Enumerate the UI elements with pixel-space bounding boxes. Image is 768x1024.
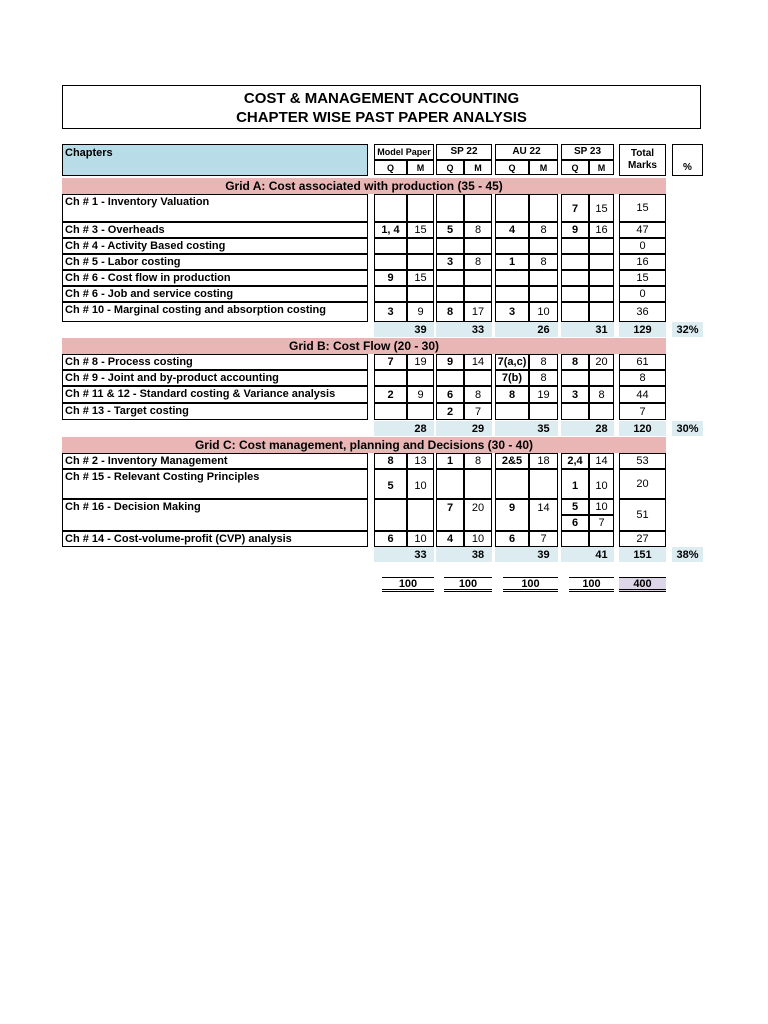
grid-percent-2: 38% — [672, 547, 703, 562]
q-cell-0-0-3: 7 — [561, 194, 589, 222]
paper-total-2-1: 38 — [464, 547, 492, 562]
paper-total-1-1: 29 — [464, 421, 492, 436]
q-header-0: Q — [374, 160, 407, 175]
total-marks-header — [619, 144, 666, 176]
m-cell-0-6-2: 10 — [529, 302, 558, 322]
m-header-3: M — [589, 160, 614, 175]
q-header-3: Q — [561, 160, 589, 175]
m-cell-0-3-0 — [407, 254, 434, 270]
m-cell-1-0-0: 19 — [407, 354, 434, 370]
q-cell-2-3-2: 6 — [495, 531, 529, 547]
m-cell-1-2-0: 9 — [407, 386, 434, 403]
chapter-row-0-2: Ch # 4 - Activity Based costing — [62, 238, 368, 254]
q-cell-2-1-2 — [495, 469, 529, 499]
q-cell-1-3-3 — [561, 403, 589, 420]
m-cell-0-2-2 — [529, 238, 558, 254]
q-cell-0-0-0 — [374, 194, 407, 222]
chapter-row-0-4: Ch # 6 - Cost flow in production — [62, 270, 368, 286]
q-cell-1-3-1: 2 — [436, 403, 464, 420]
row-total-0-2: 0 — [619, 238, 666, 254]
grid-total-0: 129 — [619, 322, 666, 337]
m-cell-1-1-2: 8 — [529, 370, 558, 386]
m-cell-0-1-2: 8 — [529, 222, 558, 238]
q-cell-2-1-1 — [436, 469, 464, 499]
q-cell-2-0-3: 2,4 — [561, 453, 589, 469]
chapter-row-1-3: Ch # 13 - Target costing — [62, 403, 368, 420]
q-cell-1-0-2: 7(a,c) — [495, 354, 529, 370]
q-cell-0-2-3 — [561, 238, 589, 254]
m-cell-0-5-2 — [529, 286, 558, 302]
paper-total-0-0: 39 — [407, 322, 434, 337]
q-cell-0-4-3 — [561, 270, 589, 286]
m-cell-1-2-3: 8 — [589, 386, 614, 403]
paper-total-1-0: 28 — [407, 421, 434, 436]
paper-header-0: Model Paper — [374, 144, 434, 160]
m-cell-0-4-3 — [589, 270, 614, 286]
totals-q-spacer-0-1 — [436, 322, 464, 337]
q-cell-0-1-0: 1, 4 — [374, 222, 407, 238]
q-cell-0-5-3 — [561, 286, 589, 302]
m-cell-2-3-2: 7 — [529, 531, 558, 547]
row-total-0-3: 16 — [619, 254, 666, 270]
m-cell-2-0-0: 13 — [407, 453, 434, 469]
paper-total-2-2: 39 — [529, 547, 558, 562]
m-cell-2-0-2: 18 — [529, 453, 558, 469]
grand-total: 400 — [619, 577, 666, 592]
row-total-2-3: 27 — [619, 531, 666, 547]
chapter-row-0-0: Ch # 1 - Inventory Valuation — [62, 194, 368, 222]
q-cell-0-4-0: 9 — [374, 270, 407, 286]
q-cell-1-2-1: 6 — [436, 386, 464, 403]
m-cell-0-3-2: 8 — [529, 254, 558, 270]
grid-percent-0: 32% — [672, 322, 703, 337]
m-cell-1-3-0 — [407, 403, 434, 420]
paper-total-1-3: 28 — [589, 421, 614, 436]
q-cell-0-3-1: 3 — [436, 254, 464, 270]
q-cell-2-1-3: 1 — [561, 469, 589, 499]
grid-title-1: Grid B: Cost Flow (20 - 30) — [62, 338, 666, 354]
q-header-2: Q — [495, 160, 529, 175]
paper-total-2-0: 33 — [407, 547, 434, 562]
m-cell-0-5-1 — [464, 286, 492, 302]
q-cell-2-3-1: 4 — [436, 531, 464, 547]
m-cell-2-0-3: 14 — [589, 453, 614, 469]
q-cell-2-1-0: 5 — [374, 469, 407, 499]
q-cell-2-2-0 — [374, 499, 407, 531]
chapter-row-0-5: Ch # 6 - Job and service costing — [62, 286, 368, 302]
paper-header-2: AU 22 — [495, 144, 558, 160]
row-total-1-1: 8 — [619, 370, 666, 386]
chapter-row-2-3: Ch # 14 - Cost-volume-profit (CVP) analysis — [62, 531, 368, 547]
q-cell-0-0-2 — [495, 194, 529, 222]
row-total-0-0: 15 — [619, 194, 666, 222]
title-box — [62, 85, 701, 129]
m-cell-1-3-3 — [589, 403, 614, 420]
row-total-1-0: 61 — [619, 354, 666, 370]
q-cell-1-2-2: 8 — [495, 386, 529, 403]
m-cell-2-1-0: 10 — [407, 469, 434, 499]
row-total-2-0: 53 — [619, 453, 666, 469]
m-cell-1-3-2 — [529, 403, 558, 420]
m-cell-0-2-0 — [407, 238, 434, 254]
chapters-header: Chapters — [62, 144, 368, 176]
q-cell-0-3-3 — [561, 254, 589, 270]
chapter-row-2-1: Ch # 15 - Relevant Costing Principles — [62, 469, 368, 499]
grid-title-0: Grid A: Cost associated with production (35 - 45) — [62, 178, 666, 194]
m-cell-2-1-3: 10 — [589, 469, 614, 499]
m-cell-0-2-1 — [464, 238, 492, 254]
q-cell-0-1-1: 5 — [436, 222, 464, 238]
q-cell-2-2-2: 9 — [495, 499, 529, 531]
paper-total-0-2: 26 — [529, 322, 558, 337]
q-header-1: Q — [436, 160, 464, 175]
totals-q-spacer-1-0 — [374, 421, 407, 436]
m-cell-2-3-3 — [589, 531, 614, 547]
grid-title-2: Grid C: Cost management, planning and Decisions (30 - 40) — [62, 437, 666, 453]
chapter-row-1-2: Ch # 11 & 12 - Standard costing & Variance analysis — [62, 386, 368, 403]
grand-paper-total-3: 100 — [569, 577, 614, 592]
m-cell-extra-2-2: 7 — [589, 515, 614, 531]
m-cell-1-3-1: 7 — [464, 403, 492, 420]
m-cell-0-5-3 — [589, 286, 614, 302]
m-cell-1-1-1 — [464, 370, 492, 386]
chapter-row-2-2: Ch # 16 - Decision Making — [62, 499, 368, 531]
m-cell-0-2-3 — [589, 238, 614, 254]
m-cell-2-0-1: 8 — [464, 453, 492, 469]
totals-q-spacer-1-3 — [561, 421, 589, 436]
paper-total-1-2: 35 — [529, 421, 558, 436]
q-cell-0-5-2 — [495, 286, 529, 302]
m-cell-1-0-3: 20 — [589, 354, 614, 370]
q-cell-0-3-0 — [374, 254, 407, 270]
q-cell-1-1-3 — [561, 370, 589, 386]
q-cell-1-0-3: 8 — [561, 354, 589, 370]
grand-paper-total-2: 100 — [503, 577, 558, 592]
q-cell-2-3-3 — [561, 531, 589, 547]
grand-paper-total-1: 100 — [444, 577, 492, 592]
m-cell-1-1-0 — [407, 370, 434, 386]
q-cell-0-2-0 — [374, 238, 407, 254]
q-cell-1-1-2: 7(b) — [495, 370, 529, 386]
m-cell-1-1-3 — [589, 370, 614, 386]
q-cell-0-6-0: 3 — [374, 302, 407, 322]
grand-paper-total-0: 100 — [382, 577, 434, 592]
q-cell-1-3-0 — [374, 403, 407, 420]
paper-total-2-3: 41 — [589, 547, 614, 562]
grid-total-2: 151 — [619, 547, 666, 562]
q-cell-1-1-0 — [374, 370, 407, 386]
chapter-row-0-6: Ch # 10 - Marginal costing and absorption costing — [62, 302, 368, 322]
chapter-row-1-1: Ch # 9 - Joint and by-product accounting — [62, 370, 368, 386]
q-cell-0-3-2: 1 — [495, 254, 529, 270]
m-cell-0-1-0: 15 — [407, 222, 434, 238]
grid-percent-1: 30% — [672, 421, 703, 436]
paper-header-1: SP 22 — [436, 144, 492, 160]
totals-q-spacer-2-2 — [495, 547, 529, 562]
m-cell-2-2-2: 14 — [529, 499, 558, 531]
row-total-0-4: 15 — [619, 270, 666, 286]
q-cell-1-3-2 — [495, 403, 529, 420]
q-cell-0-1-3: 9 — [561, 222, 589, 238]
m-cell-0-0-0 — [407, 194, 434, 222]
q-cell-2-0-2: 2&5 — [495, 453, 529, 469]
chapter-row-0-1: Ch # 3 - Overheads — [62, 222, 368, 238]
m-cell-0-1-3: 16 — [589, 222, 614, 238]
q-cell-2-0-0: 8 — [374, 453, 407, 469]
totals-q-spacer-1-2 — [495, 421, 529, 436]
m-cell-2-2-0 — [407, 499, 434, 531]
m-cell-2-2-1: 20 — [464, 499, 492, 531]
row-total-0-5: 0 — [619, 286, 666, 302]
percent-header: % — [672, 144, 703, 176]
title-line-1: COST & MANAGEMENT ACCOUNTING — [243, 90, 520, 107]
m-cell-0-1-1: 8 — [464, 222, 492, 238]
q-cell-2-2-3: 5 — [561, 499, 589, 515]
q-cell-1-0-1: 9 — [436, 354, 464, 370]
m-cell-0-3-3 — [589, 254, 614, 270]
paper-total-0-3: 31 — [589, 322, 614, 337]
q-cell-0-4-1 — [436, 270, 464, 286]
chapter-row-2-0: Ch # 2 - Inventory Management — [62, 453, 368, 469]
total-header-line1: Total — [630, 148, 655, 159]
m-cell-2-1-2 — [529, 469, 558, 499]
q-cell-0-2-1 — [436, 238, 464, 254]
q-cell-0-6-1: 8 — [436, 302, 464, 322]
q-cell-0-5-1 — [436, 286, 464, 302]
grid-total-1: 120 — [619, 421, 666, 436]
q-cell-2-2-1: 7 — [436, 499, 464, 531]
totals-q-spacer-1-1 — [436, 421, 464, 436]
m-cell-0-3-1: 8 — [464, 254, 492, 270]
q-cell-0-6-2: 3 — [495, 302, 529, 322]
m-header-2: M — [529, 160, 558, 175]
row-total-0-1: 47 — [619, 222, 666, 238]
m-cell-1-2-1: 8 — [464, 386, 492, 403]
totals-q-spacer-0-0 — [374, 322, 407, 337]
totals-q-spacer-2-1 — [436, 547, 464, 562]
q-cell-0-6-3 — [561, 302, 589, 322]
row-total-1-2: 44 — [619, 386, 666, 403]
m-cell-2-3-0: 10 — [407, 531, 434, 547]
m-cell-1-2-2: 19 — [529, 386, 558, 403]
m-cell-2-3-1: 10 — [464, 531, 492, 547]
totals-q-spacer-0-3 — [561, 322, 589, 337]
q-cell-extra-2-2: 6 — [561, 515, 589, 531]
total-header-line2: Marks — [628, 160, 657, 171]
m-cell-2-1-1 — [464, 469, 492, 499]
m-cell-0-4-0: 15 — [407, 270, 434, 286]
paper-header-3: SP 23 — [561, 144, 614, 160]
chapter-row-0-3: Ch # 5 - Labor costing — [62, 254, 368, 270]
row-total-2-1: 20 — [619, 469, 666, 499]
m-cell-1-0-1: 14 — [464, 354, 492, 370]
paper-total-0-1: 33 — [464, 322, 492, 337]
m-header-1: M — [464, 160, 492, 175]
m-cell-0-0-1 — [464, 194, 492, 222]
q-cell-0-4-2 — [495, 270, 529, 286]
row-total-2-2: 51 — [619, 499, 666, 531]
q-cell-1-2-3: 3 — [561, 386, 589, 403]
m-cell-0-0-2 — [529, 194, 558, 222]
title-line-2: CHAPTER WISE PAST PAPER ANALYSIS — [236, 109, 527, 126]
totals-q-spacer-2-0 — [374, 547, 407, 562]
q-cell-0-1-2: 4 — [495, 222, 529, 238]
q-cell-1-2-0: 2 — [374, 386, 407, 403]
m-cell-0-4-2 — [529, 270, 558, 286]
m-cell-2-2-3: 10 — [589, 499, 614, 515]
m-cell-1-0-2: 8 — [529, 354, 558, 370]
m-cell-0-4-1 — [464, 270, 492, 286]
m-cell-0-6-1: 17 — [464, 302, 492, 322]
m-cell-0-5-0 — [407, 286, 434, 302]
m-cell-0-6-0: 9 — [407, 302, 434, 322]
q-cell-1-0-0: 7 — [374, 354, 407, 370]
q-cell-0-5-0 — [374, 286, 407, 302]
q-cell-2-3-0: 6 — [374, 531, 407, 547]
q-cell-2-0-1: 1 — [436, 453, 464, 469]
row-total-1-3: 7 — [619, 403, 666, 420]
q-cell-1-1-1 — [436, 370, 464, 386]
m-cell-0-0-3: 15 — [589, 194, 614, 222]
row-total-0-6: 36 — [619, 302, 666, 322]
chapter-row-1-0: Ch # 8 - Process costing — [62, 354, 368, 370]
totals-q-spacer-0-2 — [495, 322, 529, 337]
m-header-0: M — [407, 160, 434, 175]
m-cell-0-6-3 — [589, 302, 614, 322]
q-cell-0-2-2 — [495, 238, 529, 254]
totals-q-spacer-2-3 — [561, 547, 589, 562]
q-cell-0-0-1 — [436, 194, 464, 222]
